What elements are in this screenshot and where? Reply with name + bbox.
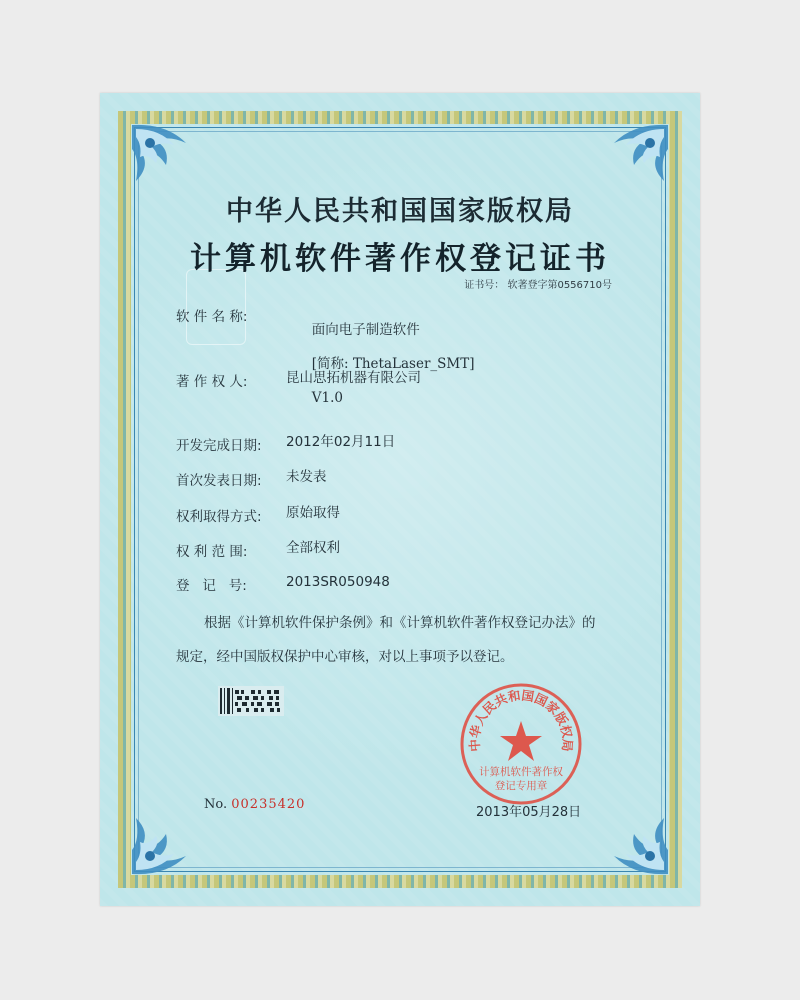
field-registration-number <box>176 574 390 594</box>
field-label: 著 作 权 人: <box>176 374 248 390</box>
field-value: 未发表 <box>286 469 327 485</box>
serial-prefix: No. <box>204 797 228 812</box>
field-copyright-owner <box>176 370 421 390</box>
seal-inner-line-1: 计算机软件著作权 <box>479 766 563 778</box>
issue-date: 2013年05月28日 <box>476 805 582 820</box>
seal-inner-line-2: 登记专用章 <box>494 780 548 792</box>
barcode-icon <box>218 686 284 716</box>
serial-number <box>204 797 305 812</box>
field-label: 软 件 名 称: <box>176 309 248 325</box>
certificate-number: 证书号： 软著登字第0556710号 <box>464 280 612 291</box>
serial-value: 00235420 <box>231 797 306 812</box>
field-value: 全部权利 <box>286 540 340 556</box>
field-scope-of-rights <box>176 540 340 560</box>
certificate-title: 计算机软件著作权登记证书 <box>190 241 610 277</box>
field-development-date <box>176 434 395 454</box>
field-value: 昆山思拓机器有限公司 <box>286 370 421 386</box>
legal-statement <box>176 606 636 674</box>
field-label: 首次发表日期: <box>176 473 262 489</box>
field-label: 权利取得方式: <box>176 509 262 525</box>
statement-line-1: 根据《计算机软件保护条例》和《计算机软件著作权登记办法》的 <box>204 615 596 631</box>
official-seal-icon <box>458 681 584 807</box>
field-value <box>286 305 475 424</box>
field-label: 登 记 号: <box>176 578 247 594</box>
field-first-publication-date <box>176 469 327 489</box>
field-software-name <box>176 305 475 424</box>
software-name-abbreviation: [简称: ThetaLaser_SMT] <box>311 356 475 372</box>
statement-line-2: 规定，经中国版权保护中心审核，对以上事项予以登记。 <box>176 649 514 665</box>
issuer-name: 中华人民共和国国家版权局 <box>226 196 574 227</box>
field-label: 权 利 范 围: <box>176 544 248 560</box>
software-version: V1.0 <box>311 390 343 406</box>
certificate <box>100 93 700 906</box>
field-acquisition-method <box>176 505 340 525</box>
field-value: 2012年02月11日 <box>286 434 396 450</box>
seal-outer-text: 中华人民共和国国家版权局 <box>466 687 576 753</box>
field-label: 开发完成日期: <box>176 438 262 454</box>
software-name-line1: 面向电子制造软件 <box>311 322 420 338</box>
ornament-corner-icon <box>578 784 674 880</box>
field-value: 2013SR050948 <box>286 574 390 590</box>
field-value: 原始取得 <box>286 505 340 521</box>
